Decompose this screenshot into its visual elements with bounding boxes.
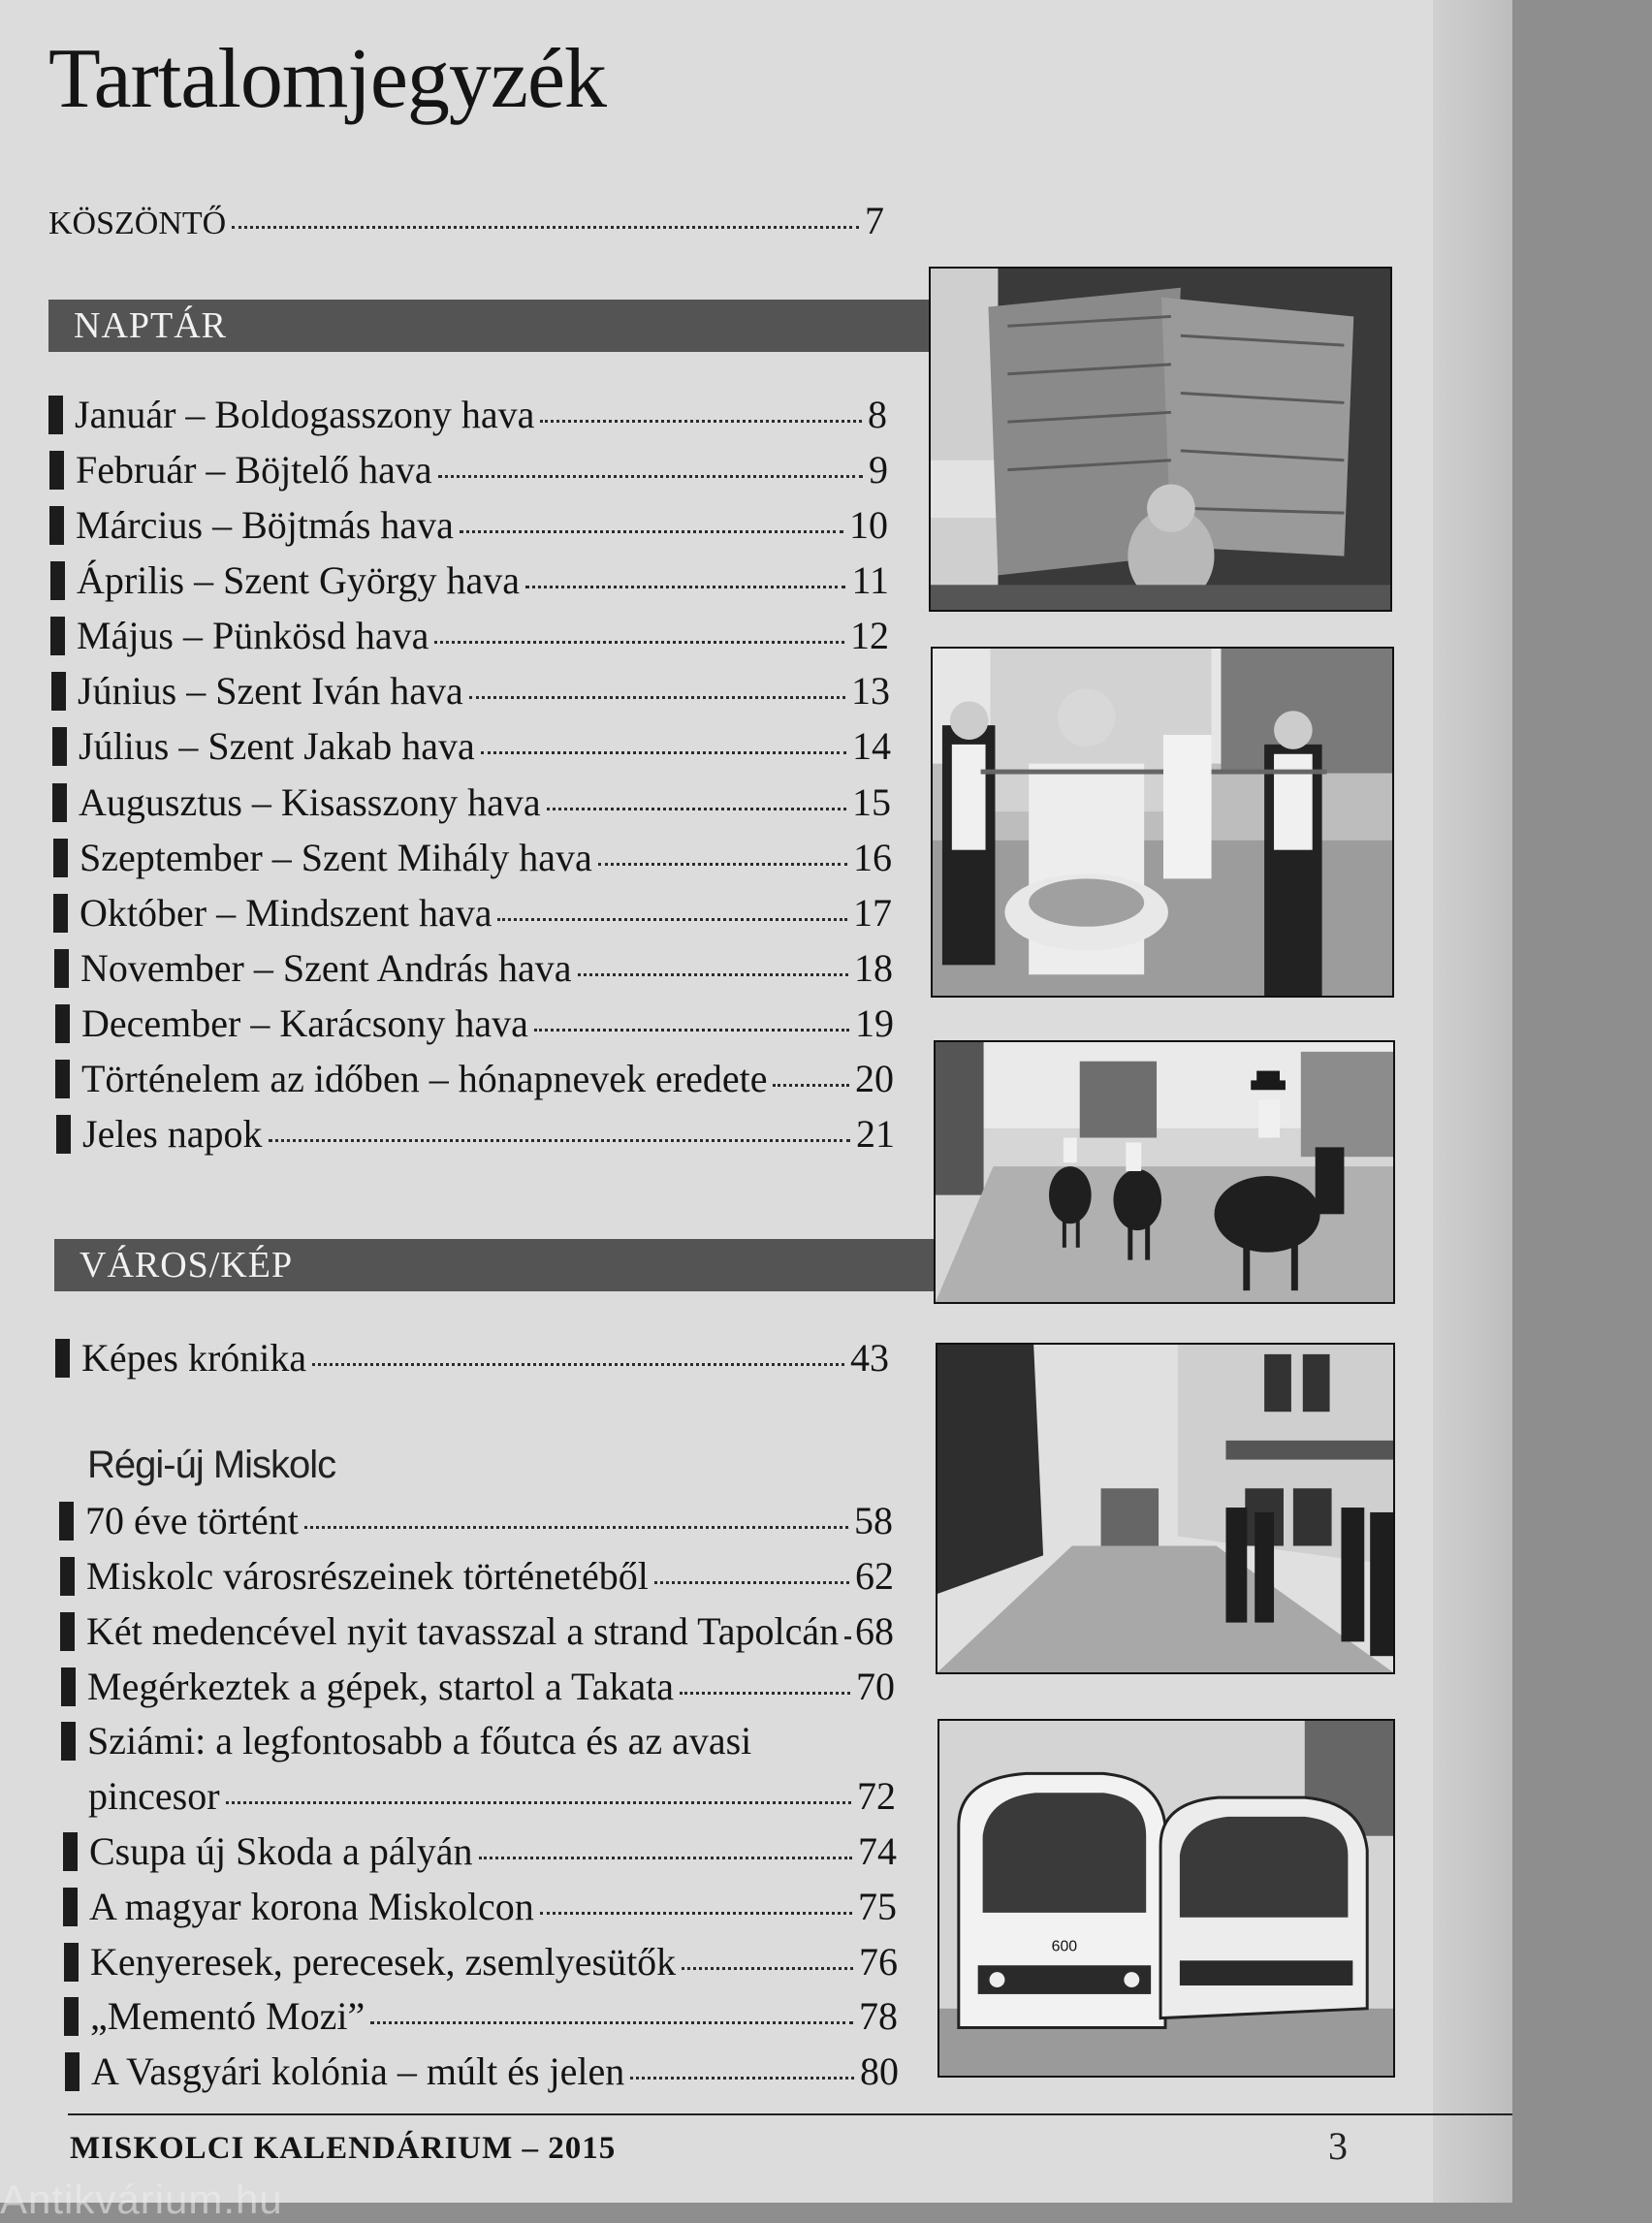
toc-entry-label: Csupa új Skoda a pályán: [89, 1829, 473, 1873]
toc-entry[interactable]: [48, 393, 887, 436]
toc-entry-page: 80: [860, 2049, 899, 2093]
toc-entry[interactable]: [64, 1994, 898, 2038]
dot-leader: [269, 1139, 850, 1142]
toc-entry-page: 58: [854, 1499, 893, 1542]
toc-entry[interactable]: [55, 1001, 894, 1045]
dot-leader: [654, 1581, 849, 1584]
watermark: Antikvárium.hu: [0, 2176, 283, 2222]
toc-entry-label: A magyar korona Miskolcon: [89, 1885, 534, 1928]
entry-marker: [61, 1722, 76, 1761]
dot-leader: [773, 1084, 849, 1087]
toc-entry-page: 14: [852, 724, 891, 768]
toc-entry[interactable]: [50, 614, 889, 657]
toc-entry-label: Augusztus – Kisasszony hava: [79, 780, 541, 824]
photo-historic-street: [936, 1343, 1395, 1674]
entry-marker: [49, 506, 64, 545]
toc-entry-label: Május – Pünkösd hava: [77, 614, 429, 657]
toc-entry[interactable]: [64, 1940, 898, 1984]
photo-horse-riders: [934, 1040, 1395, 1304]
photo-folk-procession: [931, 647, 1394, 998]
dot-leader: [680, 1692, 850, 1695]
entry-marker: [52, 783, 67, 822]
toc-entry[interactable]: [60, 1609, 894, 1653]
toc-entry[interactable]: [53, 891, 892, 935]
dot-leader: [460, 530, 843, 533]
toc-entry-label: Szeptember – Szent Mihály hava: [79, 836, 592, 879]
toc-entry-label: November – Szent András hava: [80, 946, 572, 990]
toc-entry-page: 62: [855, 1554, 894, 1598]
entry-marker: [64, 1943, 79, 1982]
toc-entry-page: 13: [851, 669, 890, 713]
entry-marker: [55, 1339, 70, 1378]
toc-entry[interactable]: [61, 1667, 895, 1706]
toc-entry-page: 78: [859, 1994, 898, 2038]
toc-entry-page: 20: [855, 1057, 894, 1100]
footer-rule: [68, 2113, 1512, 2115]
entry-marker: [60, 1612, 75, 1651]
dot-leader: [682, 1967, 853, 1970]
toc-entry-page: 75: [858, 1885, 897, 1928]
toc-entry-page: 19: [855, 1001, 894, 1045]
page-title: Tartalomjegyzék: [48, 32, 607, 126]
dot-leader: [438, 475, 863, 478]
photo-old-books: [929, 267, 1392, 612]
toc-entry-page: 74: [858, 1829, 897, 1873]
toc-entry-label: A Vasgyári kolónia – múlt és jelen: [91, 2049, 625, 2093]
entry-marker: [64, 1997, 79, 2036]
page-edge: [1433, 0, 1512, 2203]
entry-marker: [56, 1115, 71, 1154]
entry-marker: [54, 949, 69, 988]
toc-entry-label: Kenyeresek, perecesek, zsemlyesütők: [90, 1940, 677, 1984]
toc-entry-page: 72: [857, 1774, 896, 1818]
toc-entry-page: 17: [853, 891, 892, 935]
entry-marker: [55, 1060, 70, 1098]
toc-entry-label: Képes krónika: [81, 1336, 307, 1380]
dot-leader: [232, 226, 859, 229]
section-title: NAPTÁR: [74, 305, 228, 346]
toc-entry-kepes-kronika[interactable]: [55, 1336, 889, 1380]
toc-entry[interactable]: [59, 1499, 893, 1542]
photo-skoda-trams: [937, 1719, 1395, 2078]
toc-entry-label: pincesor: [88, 1774, 220, 1818]
toc-entry[interactable]: [54, 946, 893, 990]
toc-entry-label: Sziámi: a legfontosabb a főutca és az avasi: [87, 1719, 752, 1763]
toc-entry-label: Két medencével nyit tavasszal a strand Tapolcán: [86, 1609, 840, 1653]
dot-leader: [540, 420, 862, 423]
dot-leader: [598, 863, 847, 866]
toc-entry[interactable]: [56, 1112, 895, 1156]
toc-entry[interactable]: [53, 836, 892, 879]
dot-leader: [469, 696, 845, 699]
entry-marker: [51, 672, 66, 711]
dot-leader: [312, 1363, 844, 1366]
toc-entry-page: 70: [856, 1665, 895, 1708]
tram-number: 600: [1051, 1938, 1078, 1955]
entry-marker: [55, 1004, 70, 1043]
toc-entry-label: 70 éve történt: [85, 1499, 299, 1542]
section-title: VÁROS/KÉP: [79, 1245, 294, 1286]
toc-entry-label: December – Karácsony hava: [81, 1001, 528, 1045]
dot-leader: [844, 1636, 849, 1639]
toc-entry-page: 68: [855, 1609, 894, 1653]
dot-leader: [497, 918, 847, 921]
toc-entry-label: Október – Mindszent hava: [79, 891, 492, 935]
entry-marker: [50, 617, 65, 655]
entry-marker: [63, 1888, 78, 1926]
toc-entry[interactable]: [52, 780, 891, 824]
footer-page-number: 3: [1328, 2124, 1348, 2168]
footer-publication: MISKOLCI KALENDÁRIUM – 2015: [70, 2131, 617, 2166]
toc-entry-page: 10: [849, 503, 888, 547]
toc-entry[interactable]: [52, 724, 891, 768]
toc-entry[interactable]: [60, 1554, 894, 1598]
entry-marker: [50, 561, 65, 600]
toc-entry-page: 12: [850, 614, 889, 657]
toc-entry-page: 9: [869, 448, 888, 492]
toc-entry-label: Január – Boldogasszony hava: [75, 393, 535, 436]
subsection-heading: Régi-új Miskolc: [87, 1444, 336, 1486]
dot-leader: [481, 751, 846, 754]
section-header-varos-kep: [54, 1239, 935, 1291]
toc-entry[interactable]: [49, 503, 888, 547]
entry-marker: [53, 839, 68, 877]
entry-marker: [53, 894, 68, 933]
dot-leader: [547, 808, 846, 810]
toc-entry-label: Február – Böjtelő hava: [76, 448, 432, 492]
toc-entry[interactable]: [63, 1829, 897, 1873]
dot-leader: [578, 973, 848, 976]
toc-entry-continuation[interactable]: [88, 1774, 896, 1818]
toc-entry-page: 7: [865, 199, 884, 242]
toc-entry[interactable]: [61, 1719, 752, 1763]
toc-entry[interactable]: [55, 1057, 894, 1100]
entry-marker: [52, 727, 67, 766]
toc-entry-label: Június – Szent Iván hava: [78, 669, 463, 713]
dot-leader: [540, 1912, 852, 1915]
toc-entry-label: Miskolc városrészeinek történetéből: [86, 1554, 649, 1598]
toc-entry-label: „Mementó Mozi”: [90, 1994, 365, 2038]
dot-leader: [304, 1526, 848, 1529]
toc-entry-page: 21: [856, 1112, 895, 1156]
dot-leader: [534, 1029, 849, 1032]
entry-marker: [59, 1502, 74, 1540]
toc-entry-page: 11: [851, 558, 889, 602]
toc-entry-page: 15: [852, 780, 891, 824]
entry-marker: [61, 1667, 76, 1706]
toc-entry[interactable]: [65, 2049, 899, 2093]
toc-entry[interactable]: [50, 558, 889, 602]
dot-leader: [226, 1801, 851, 1804]
toc-entry-page: 43: [850, 1336, 889, 1380]
section-header-naptar: [48, 300, 929, 352]
dot-leader: [525, 586, 846, 588]
dot-leader: [370, 2021, 853, 2024]
dot-leader: [434, 641, 844, 644]
toc-entry-page: 16: [853, 836, 892, 879]
toc-entry-label: Jeles napok: [82, 1112, 263, 1156]
toc-entry-label: Március – Böjtmás hava: [76, 503, 454, 547]
entry-marker: [60, 1557, 75, 1596]
toc-entry-label: Július – Szent Jakab hava: [79, 724, 475, 768]
toc-entry[interactable]: [63, 1885, 897, 1928]
entry-marker: [63, 1832, 78, 1871]
toc-entry[interactable]: [49, 448, 888, 492]
toc-entry-page: 18: [854, 946, 893, 990]
toc-entry-label: Megérkeztek a gépek, startol a Takata: [87, 1665, 675, 1708]
entry-marker: [65, 2052, 79, 2091]
entry-marker: [48, 396, 63, 434]
toc-entry-label: Április – Szent György hava: [77, 558, 520, 602]
toc-entry-label: Történelem az időben – hónapnevek eredete: [81, 1057, 768, 1100]
toc-entry-label: KÖSZÖNTŐ: [48, 206, 227, 241]
entry-marker: [49, 451, 64, 490]
toc-entry-page: 76: [859, 1940, 898, 1984]
dot-leader: [479, 1857, 853, 1859]
dot-leader: [630, 2077, 854, 2080]
toc-entry-koszonto[interactable]: [48, 199, 884, 242]
toc-entry-page: 8: [868, 393, 887, 436]
toc-entry[interactable]: [51, 669, 890, 713]
